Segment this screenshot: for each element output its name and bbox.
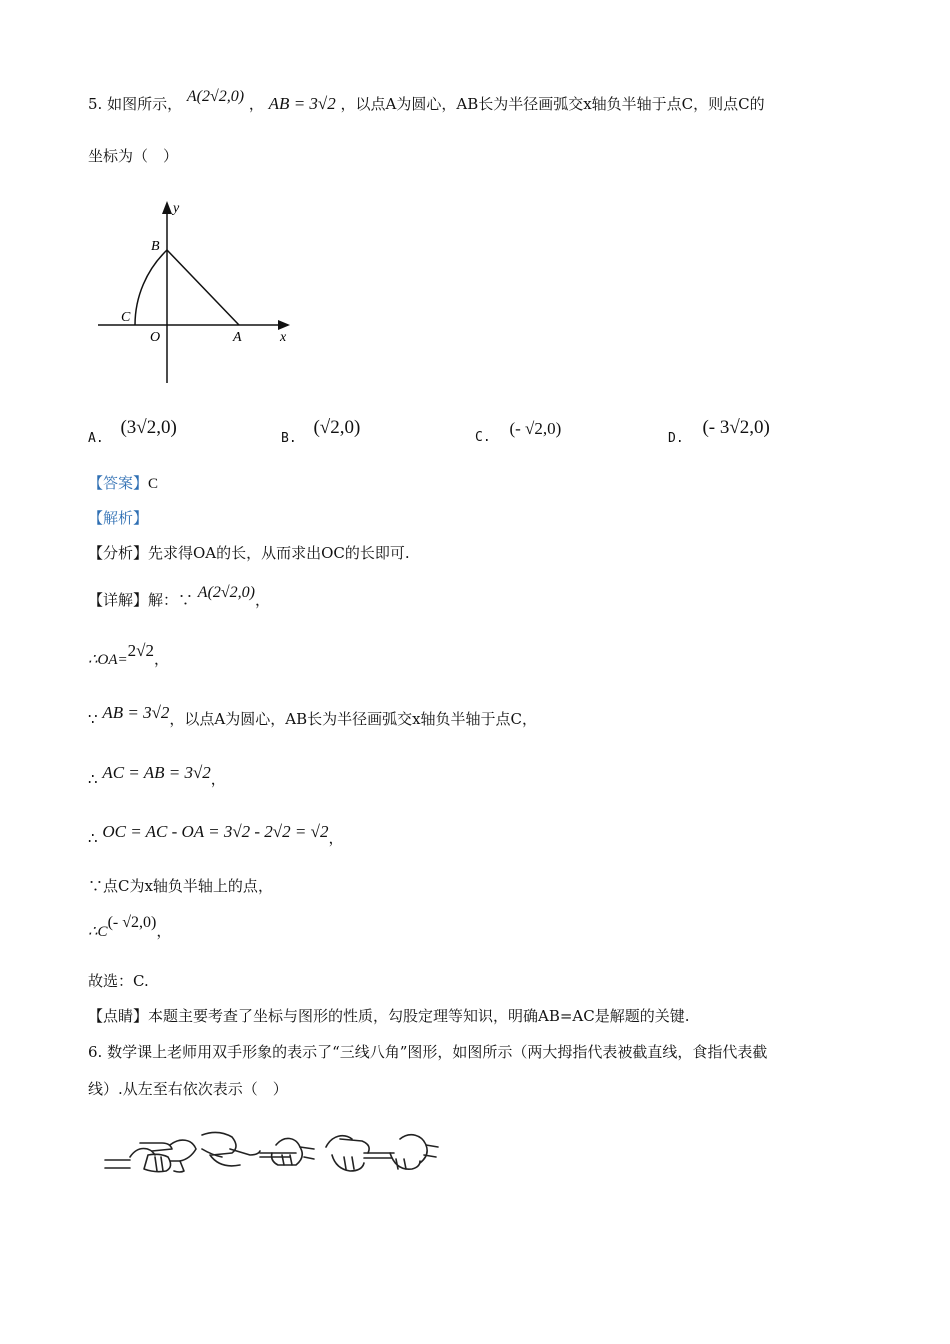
hands-group-middle (202, 1132, 314, 1165)
fenxi-line: 【分析】先求得OA的长，从而求出OC的长即可. (88, 544, 410, 562)
step3-eq: AC = AB = 3√2 (102, 763, 211, 782)
step4-line (88, 822, 344, 848)
step1-prefix: ∴OA= (88, 652, 128, 668)
option-d-value: (- 3√2,0) (702, 417, 770, 438)
x-axis-arrow-icon (278, 320, 290, 330)
detail-point-a: A(2√2,0) (197, 584, 256, 601)
step6-line (88, 914, 172, 941)
option-a-value: (3√2,0) (120, 417, 177, 438)
arc-bc (135, 250, 167, 325)
q5-stem-line1 (88, 88, 765, 114)
detail-comma: ， (255, 591, 271, 609)
label-o: O (150, 330, 161, 345)
q6-hands-figure (100, 1125, 440, 1180)
step3-prefix: ∴ (88, 770, 98, 788)
option-d-label: D. (668, 431, 684, 446)
q5-stem-line2: 坐标为（ ） (88, 147, 179, 165)
step4-suffix: ， (328, 829, 344, 847)
option-c[interactable] (475, 419, 562, 446)
step1-line (88, 641, 170, 669)
option-a[interactable] (88, 417, 177, 448)
step2-eq: AB = 3√2 (102, 703, 170, 722)
option-b[interactable] (281, 417, 361, 448)
step2-suffix: ，以点A为圆心，AB长为半径画弧交x轴负半轴于点C， (169, 710, 538, 728)
q5-point-a: A(2√2,0) (186, 88, 245, 105)
answer-value: C (148, 476, 159, 492)
q5-ab-eq: AB = 3√2 (268, 94, 336, 113)
comment-line: 【点睛】本题主要考查了坐标与图形的性质，勾股定理等知识，明确AB=AC是解题的关键. (88, 1007, 690, 1025)
q5-suffix: ，以点A为圆心，AB长为半径画弧交x轴负半轴于点C，则点C的 (340, 95, 765, 113)
label-c: C (121, 310, 131, 325)
y-axis-arrow-icon (162, 201, 172, 214)
step5-line: ∵点C为x轴负半轴上的点， (88, 877, 273, 895)
option-c-value: (- √2,0) (509, 419, 562, 438)
option-b-label: B. (281, 431, 297, 446)
label-y: y (173, 201, 180, 216)
q6-stem-line1: 6. 数学课上老师用双手形象的表示了“三线八角”图形，如图所示（两大拇指代表被截直线，食指代表截 (88, 1043, 768, 1061)
step4-eq: OC = AC - OA = 3√2 - 2√2 = √2 (102, 822, 329, 841)
step4-prefix: ∴ (88, 829, 98, 847)
q5-sep: ， (248, 95, 264, 113)
option-d[interactable] (668, 417, 770, 448)
hands-group-right (326, 1135, 438, 1171)
step6-value: (- √2,0) (107, 914, 157, 931)
q6-stem-line2: 线）.从左至右依次表示（ ） (88, 1080, 288, 1098)
answer-line (88, 472, 158, 493)
option-a-label: A. (88, 431, 104, 446)
detail-prefix: 【详解】解：∵ (88, 591, 194, 609)
q5-prefix: 5. 如图所示， (88, 95, 183, 113)
label-a: A (233, 330, 242, 345)
hands-group-left (105, 1140, 196, 1172)
step1-suffix: ， (154, 650, 170, 668)
step6-prefix: ∴C (88, 924, 108, 940)
q5-coordinate-figure (92, 193, 297, 388)
step6-suffix: ， (156, 922, 172, 940)
step3-line (88, 763, 226, 789)
detail-line (88, 584, 271, 610)
option-c-label: C. (475, 430, 491, 445)
step2-prefix: ∵ (88, 710, 98, 728)
label-x: x (280, 330, 287, 345)
option-b-value: (√2,0) (313, 417, 361, 438)
step1-value: 2√2 (127, 641, 155, 660)
step2-line (88, 703, 538, 729)
conclusion-line: 故选：C. (88, 972, 149, 990)
step3-suffix: ， (210, 770, 226, 788)
label-b: B (151, 239, 160, 254)
answer-tag: 【答案】 (88, 474, 149, 492)
analysis-tag: 【解析】 (88, 509, 149, 527)
segment-ab (167, 250, 239, 325)
